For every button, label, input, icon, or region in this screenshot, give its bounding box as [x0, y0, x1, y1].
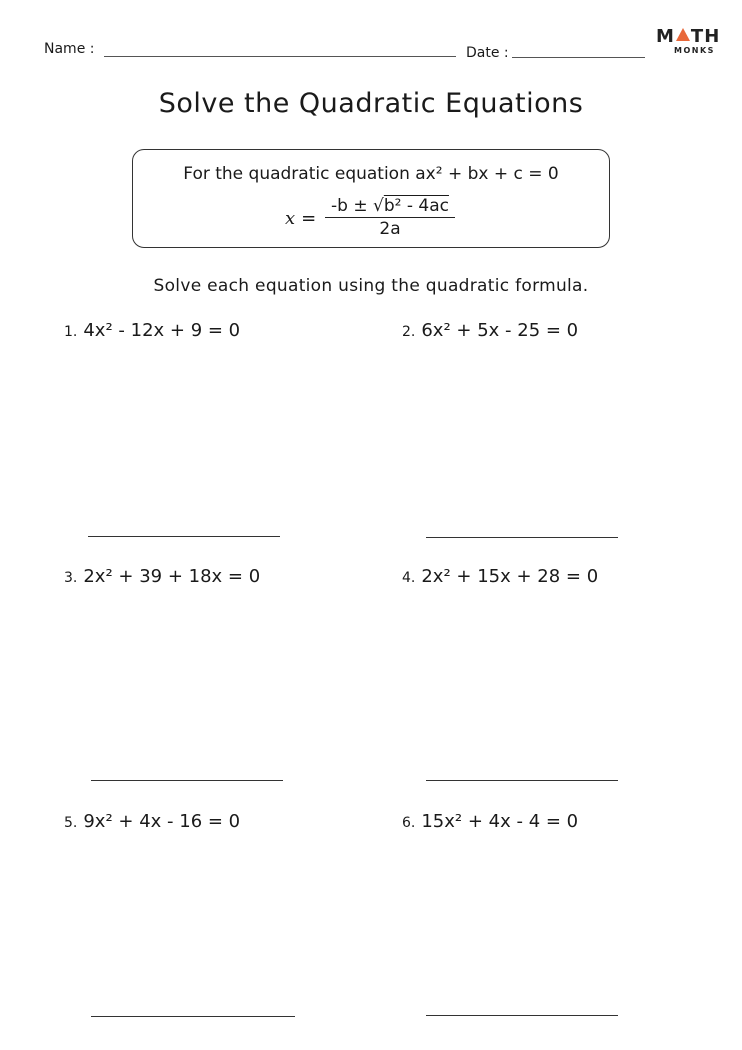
answer-line-1[interactable] — [88, 536, 280, 537]
numerator-radicand: b² - 4ac — [383, 196, 449, 216]
numerator-prefix: -b ± √ — [331, 196, 384, 216]
problem-equation: 15x² + 4x - 4 = 0 — [421, 811, 579, 832]
problem-equation: 6x² + 5x - 25 = 0 — [421, 320, 579, 341]
problem-number: 6. — [402, 815, 416, 831]
answer-line-6[interactable] — [426, 1015, 618, 1016]
answer-line-4[interactable] — [426, 780, 618, 781]
formula-equals: = — [301, 208, 317, 229]
problem-equation: 9x² + 4x - 16 = 0 — [83, 811, 241, 832]
answer-line-3[interactable] — [91, 780, 283, 781]
problem-3 — [64, 566, 260, 587]
formula-lhs — [285, 208, 316, 229]
problem-number: 2. — [402, 324, 416, 340]
answer-line-5[interactable] — [91, 1016, 295, 1017]
problem-6 — [402, 811, 578, 832]
problem-equation: 2x² + 39 + 18x = 0 — [83, 566, 261, 587]
problem-1 — [64, 320, 240, 341]
answer-line-2[interactable] — [426, 537, 618, 538]
logo-letter-m: M — [656, 26, 675, 47]
name-field-line[interactable] — [104, 56, 456, 57]
formula-denominator: 2a — [379, 219, 401, 239]
formula-numerator — [325, 196, 455, 218]
problem-number: 1. — [64, 324, 78, 340]
formula-intro: For the quadratic equation ax² + bx + c = 0 — [183, 164, 559, 184]
problem-2 — [402, 320, 578, 341]
problem-number: 3. — [64, 570, 78, 586]
page-title: Solve the Quadratic Equations — [158, 88, 584, 119]
formula-fraction — [325, 196, 455, 239]
formula-x: x — [285, 208, 296, 229]
logo-subtitle: MONKS — [674, 46, 715, 55]
instruction-text: Solve each equation using the quadratic formula. — [153, 276, 589, 296]
problem-equation: 2x² + 15x + 28 = 0 — [421, 566, 599, 587]
name-label: Name : — [44, 41, 95, 57]
logo-letters-th: TH — [690, 26, 721, 47]
math-monks-logo — [656, 26, 720, 47]
date-field-line[interactable] — [512, 57, 645, 58]
problem-number: 4. — [402, 570, 416, 586]
problem-equation: 4x² - 12x + 9 = 0 — [83, 320, 241, 341]
logo-triangle-icon — [676, 28, 690, 41]
date-label: Date : — [466, 45, 509, 61]
problem-4 — [402, 566, 598, 587]
formula-box — [132, 149, 610, 248]
problem-5 — [64, 811, 240, 832]
problem-number: 5. — [64, 815, 78, 831]
